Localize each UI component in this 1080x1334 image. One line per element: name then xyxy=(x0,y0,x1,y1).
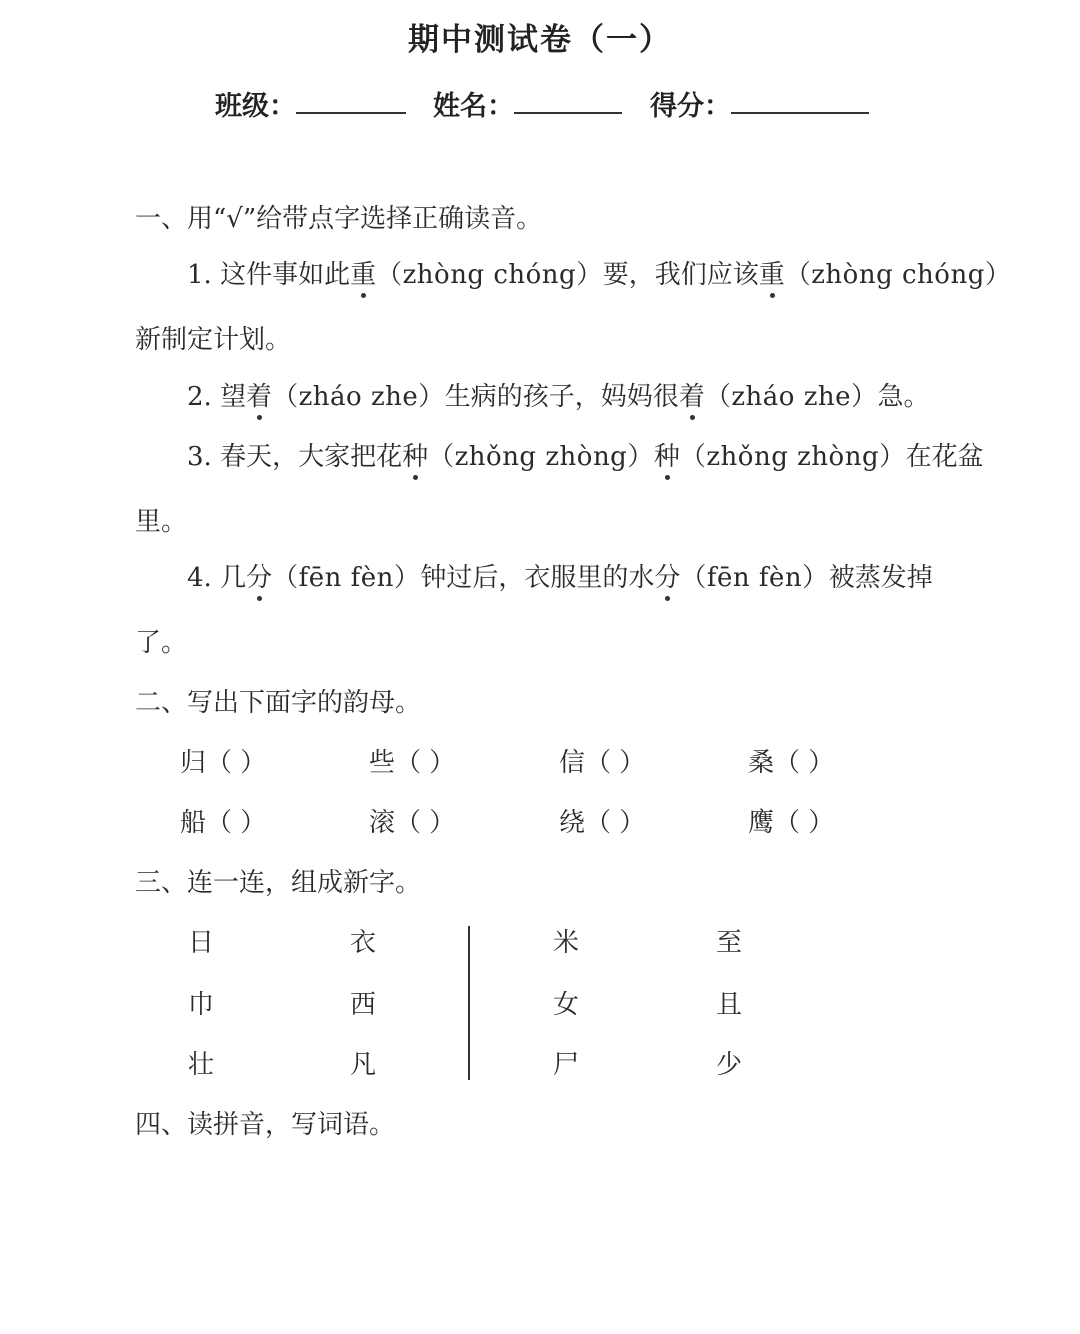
question-2 xyxy=(187,380,930,414)
q2-pinyin-2[interactable]: （zháo zhe） xyxy=(704,382,878,412)
final-char: 信 xyxy=(559,748,586,778)
q3-pinyin-1[interactable]: （zhǒng zhòng） xyxy=(428,442,654,472)
section3-heading: 三、连一连，组成新字。 xyxy=(135,868,422,898)
q2-pinyin-1[interactable]: （zháo zhe） xyxy=(272,382,445,412)
match-left-partner[interactable]: 凡 xyxy=(350,1050,377,1080)
final-char: 鹰 xyxy=(748,808,775,838)
q4-continuation: 了。 xyxy=(135,628,188,658)
section1-heading: 一、用“√”给带点字选择正确读音。 xyxy=(135,204,543,234)
final-item xyxy=(369,806,455,840)
name-label: 姓名： xyxy=(433,91,514,122)
q3-pre: 3. 春天，大家把花 xyxy=(187,442,403,472)
answer-paren[interactable]: （ ） xyxy=(206,748,267,778)
question-3 xyxy=(187,440,984,474)
q3-dotted-char-1: 种 xyxy=(402,442,429,472)
match-left-component[interactable]: 日 xyxy=(188,928,215,958)
score-label: 得分： xyxy=(650,91,731,122)
final-item xyxy=(748,806,834,840)
match-left-component[interactable]: 巾 xyxy=(188,990,215,1020)
final-char: 绕 xyxy=(559,808,586,838)
answer-paren[interactable]: （ ） xyxy=(585,748,646,778)
q2-mid: 生病的孩子，妈妈很 xyxy=(444,382,679,412)
q2-pre: 2. 望 xyxy=(187,382,247,412)
student-info-row xyxy=(0,80,1080,120)
section4-heading: 四、读拼音，写词语。 xyxy=(135,1110,396,1140)
final-char: 滚 xyxy=(369,808,396,838)
match-left-partner[interactable]: 衣 xyxy=(350,928,377,958)
q2-post: 急。 xyxy=(877,382,930,412)
answer-paren[interactable]: （ ） xyxy=(395,748,456,778)
q3-pinyin-2[interactable]: （zhǒng zhòng） xyxy=(679,442,906,472)
q4-pinyin-2[interactable]: （fēn fèn） xyxy=(680,563,829,593)
final-item xyxy=(180,746,266,780)
answer-paren[interactable]: （ ） xyxy=(774,748,835,778)
final-item xyxy=(369,746,455,780)
match-left-component[interactable]: 壮 xyxy=(188,1050,215,1080)
q4-dotted-char-1: 分 xyxy=(246,563,273,593)
question-4 xyxy=(187,561,933,595)
q4-post: 被蒸发掉 xyxy=(828,563,933,593)
final-char: 些 xyxy=(369,748,396,778)
final-char: 桑 xyxy=(748,748,775,778)
match-right-partner[interactable]: 至 xyxy=(716,928,743,958)
final-char: 船 xyxy=(180,808,207,838)
match-right-partner[interactable]: 少 xyxy=(716,1050,743,1080)
q1-dotted-char-1: 重 xyxy=(350,260,377,290)
q1-pinyin-2[interactable]: （zhòng chóng） xyxy=(784,260,1012,290)
exam-title: 期中测试卷（一） xyxy=(408,22,672,58)
match-left-partner[interactable]: 西 xyxy=(350,990,377,1020)
q4-pinyin-1[interactable]: （fēn fèn） xyxy=(272,563,421,593)
final-item xyxy=(748,746,834,780)
match-divider-line xyxy=(468,926,470,1080)
answer-paren[interactable]: （ ） xyxy=(206,808,267,838)
final-item xyxy=(559,746,645,780)
q4-dotted-char-2: 分 xyxy=(654,563,681,593)
q3-dotted-char-2: 种 xyxy=(653,442,680,472)
match-right-partner[interactable]: 且 xyxy=(716,990,743,1020)
q4-mid: 钟过后，衣服里的水 xyxy=(420,563,655,593)
q4-pre: 4. 几 xyxy=(187,563,247,593)
q1-dotted-char-2: 重 xyxy=(758,260,785,290)
q1-pre: 1. 这件事如此 xyxy=(187,260,351,290)
class-label: 班级： xyxy=(215,91,296,122)
class-blank[interactable] xyxy=(296,112,406,114)
q2-dotted-char-1: 着 xyxy=(246,382,273,412)
match-right-component[interactable]: 米 xyxy=(553,928,580,958)
match-right-component[interactable]: 女 xyxy=(553,990,580,1020)
question-1 xyxy=(187,258,1011,292)
score-blank[interactable] xyxy=(731,112,869,114)
q1-pinyin-1[interactable]: （zhòng chóng） xyxy=(376,260,603,290)
q1-continuation: 新制定计划。 xyxy=(135,325,292,355)
q2-dotted-char-2: 着 xyxy=(678,382,705,412)
final-item xyxy=(180,806,266,840)
q1-mid: 要，我们应该 xyxy=(602,260,759,290)
answer-paren[interactable]: （ ） xyxy=(395,808,456,838)
answer-paren[interactable]: （ ） xyxy=(585,808,646,838)
final-item xyxy=(559,806,645,840)
match-right-component[interactable]: 尸 xyxy=(553,1050,580,1080)
section2-heading: 二、写出下面字的韵母。 xyxy=(135,688,422,718)
final-char: 归 xyxy=(180,748,207,778)
q3-continuation: 里。 xyxy=(135,507,188,537)
answer-paren[interactable]: （ ） xyxy=(774,808,835,838)
q3-post: 在花盆 xyxy=(905,442,984,472)
name-blank[interactable] xyxy=(514,112,622,114)
